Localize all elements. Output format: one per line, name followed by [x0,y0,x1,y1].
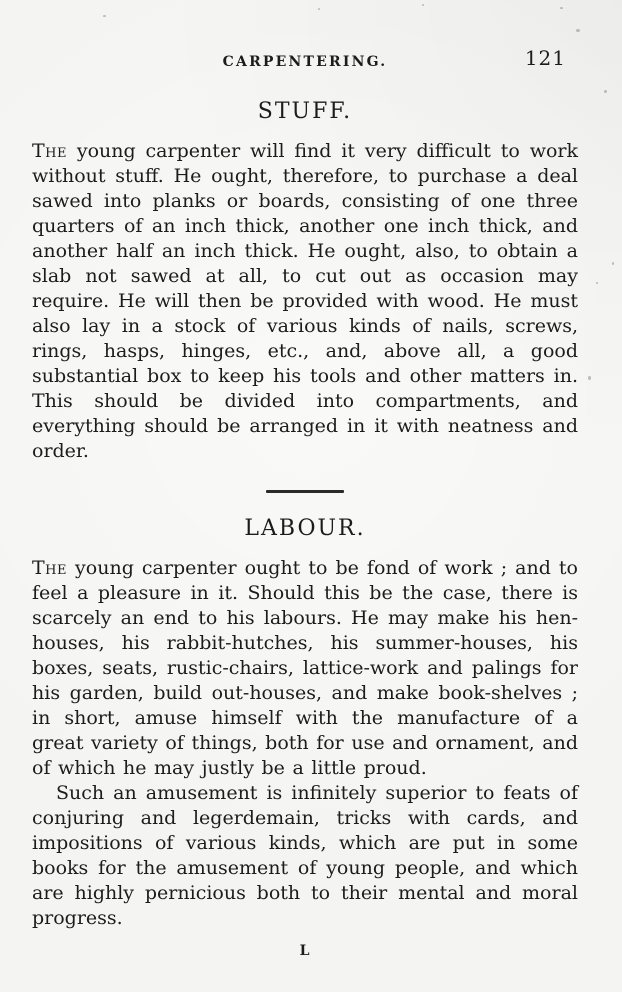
paragraph-stuff-1 [32,139,578,464]
scan-speckle [103,15,106,17]
paragraph-text: young carpenter ought to be fond of work ; and to feel a pleasure in it. Should this be the case, there is scarcely an end to his labours. He may make his hen-houses, his rabbit-hutches, his summer-houses, his boxes, seats, rustic-chairs, lattice-work and palings for his garden, build out-houses, and make book-shelves ; in short, amuse himself with the manufacture of a great variety of things, both for use and ornament, and of which he may justly be a little proud. [32,557,578,779]
scan-speckle [612,262,614,265]
lead-word: The [32,140,67,162]
section-labour [32,517,578,931]
paragraph-labour-2 [32,781,578,931]
paragraph-text: young carpenter will find it very difficult to work without stuff. He ought, therefore, to purchase a deal sawed into planks or boards, consisting of one three quarters of an inch thick, another one inch thick, and another half an inch thick. He ought, also, to obtain a slab not sawed at all, to cut out as occasion may require. He will then be provided with wood. He must also lay in a stock of various kinds of nails, screws, rings, hasps, hinges, etc., and, above all, a good substantial box to keep his tools and other matters in. This should be divided into compartments, and everything should be arranged in it with neatness and order. [32,140,578,462]
scan-speckle [596,282,598,284]
page-body [32,100,578,959]
running-head-row [32,46,578,74]
scan-speckle [588,376,591,380]
paragraph-labour-1 [32,556,578,781]
section-title-stuff: STUFF. [257,99,353,124]
scan-speckle [604,90,607,93]
section-divider-rule [266,490,344,493]
scan-speckle [576,29,580,32]
scan-speckle [318,8,320,10]
scan-speckle [422,4,424,6]
section-title-labour: LABOUR. [244,516,366,541]
running-header: CARPENTERING. [222,54,388,70]
section-stuff [32,100,578,464]
signature-mark: L [299,943,311,959]
paragraph-text: Such an amusement is infinitely superior to feats of conjuring and legerdemain, tricks with cards, and impositions of various kinds, which are put in some books for the amusement of young people, and which are highly pernicious both to their mental and moral progress. [32,782,578,929]
page-number: 121 [524,46,566,70]
scan-speckle [560,7,563,9]
lead-word: The [32,557,67,579]
